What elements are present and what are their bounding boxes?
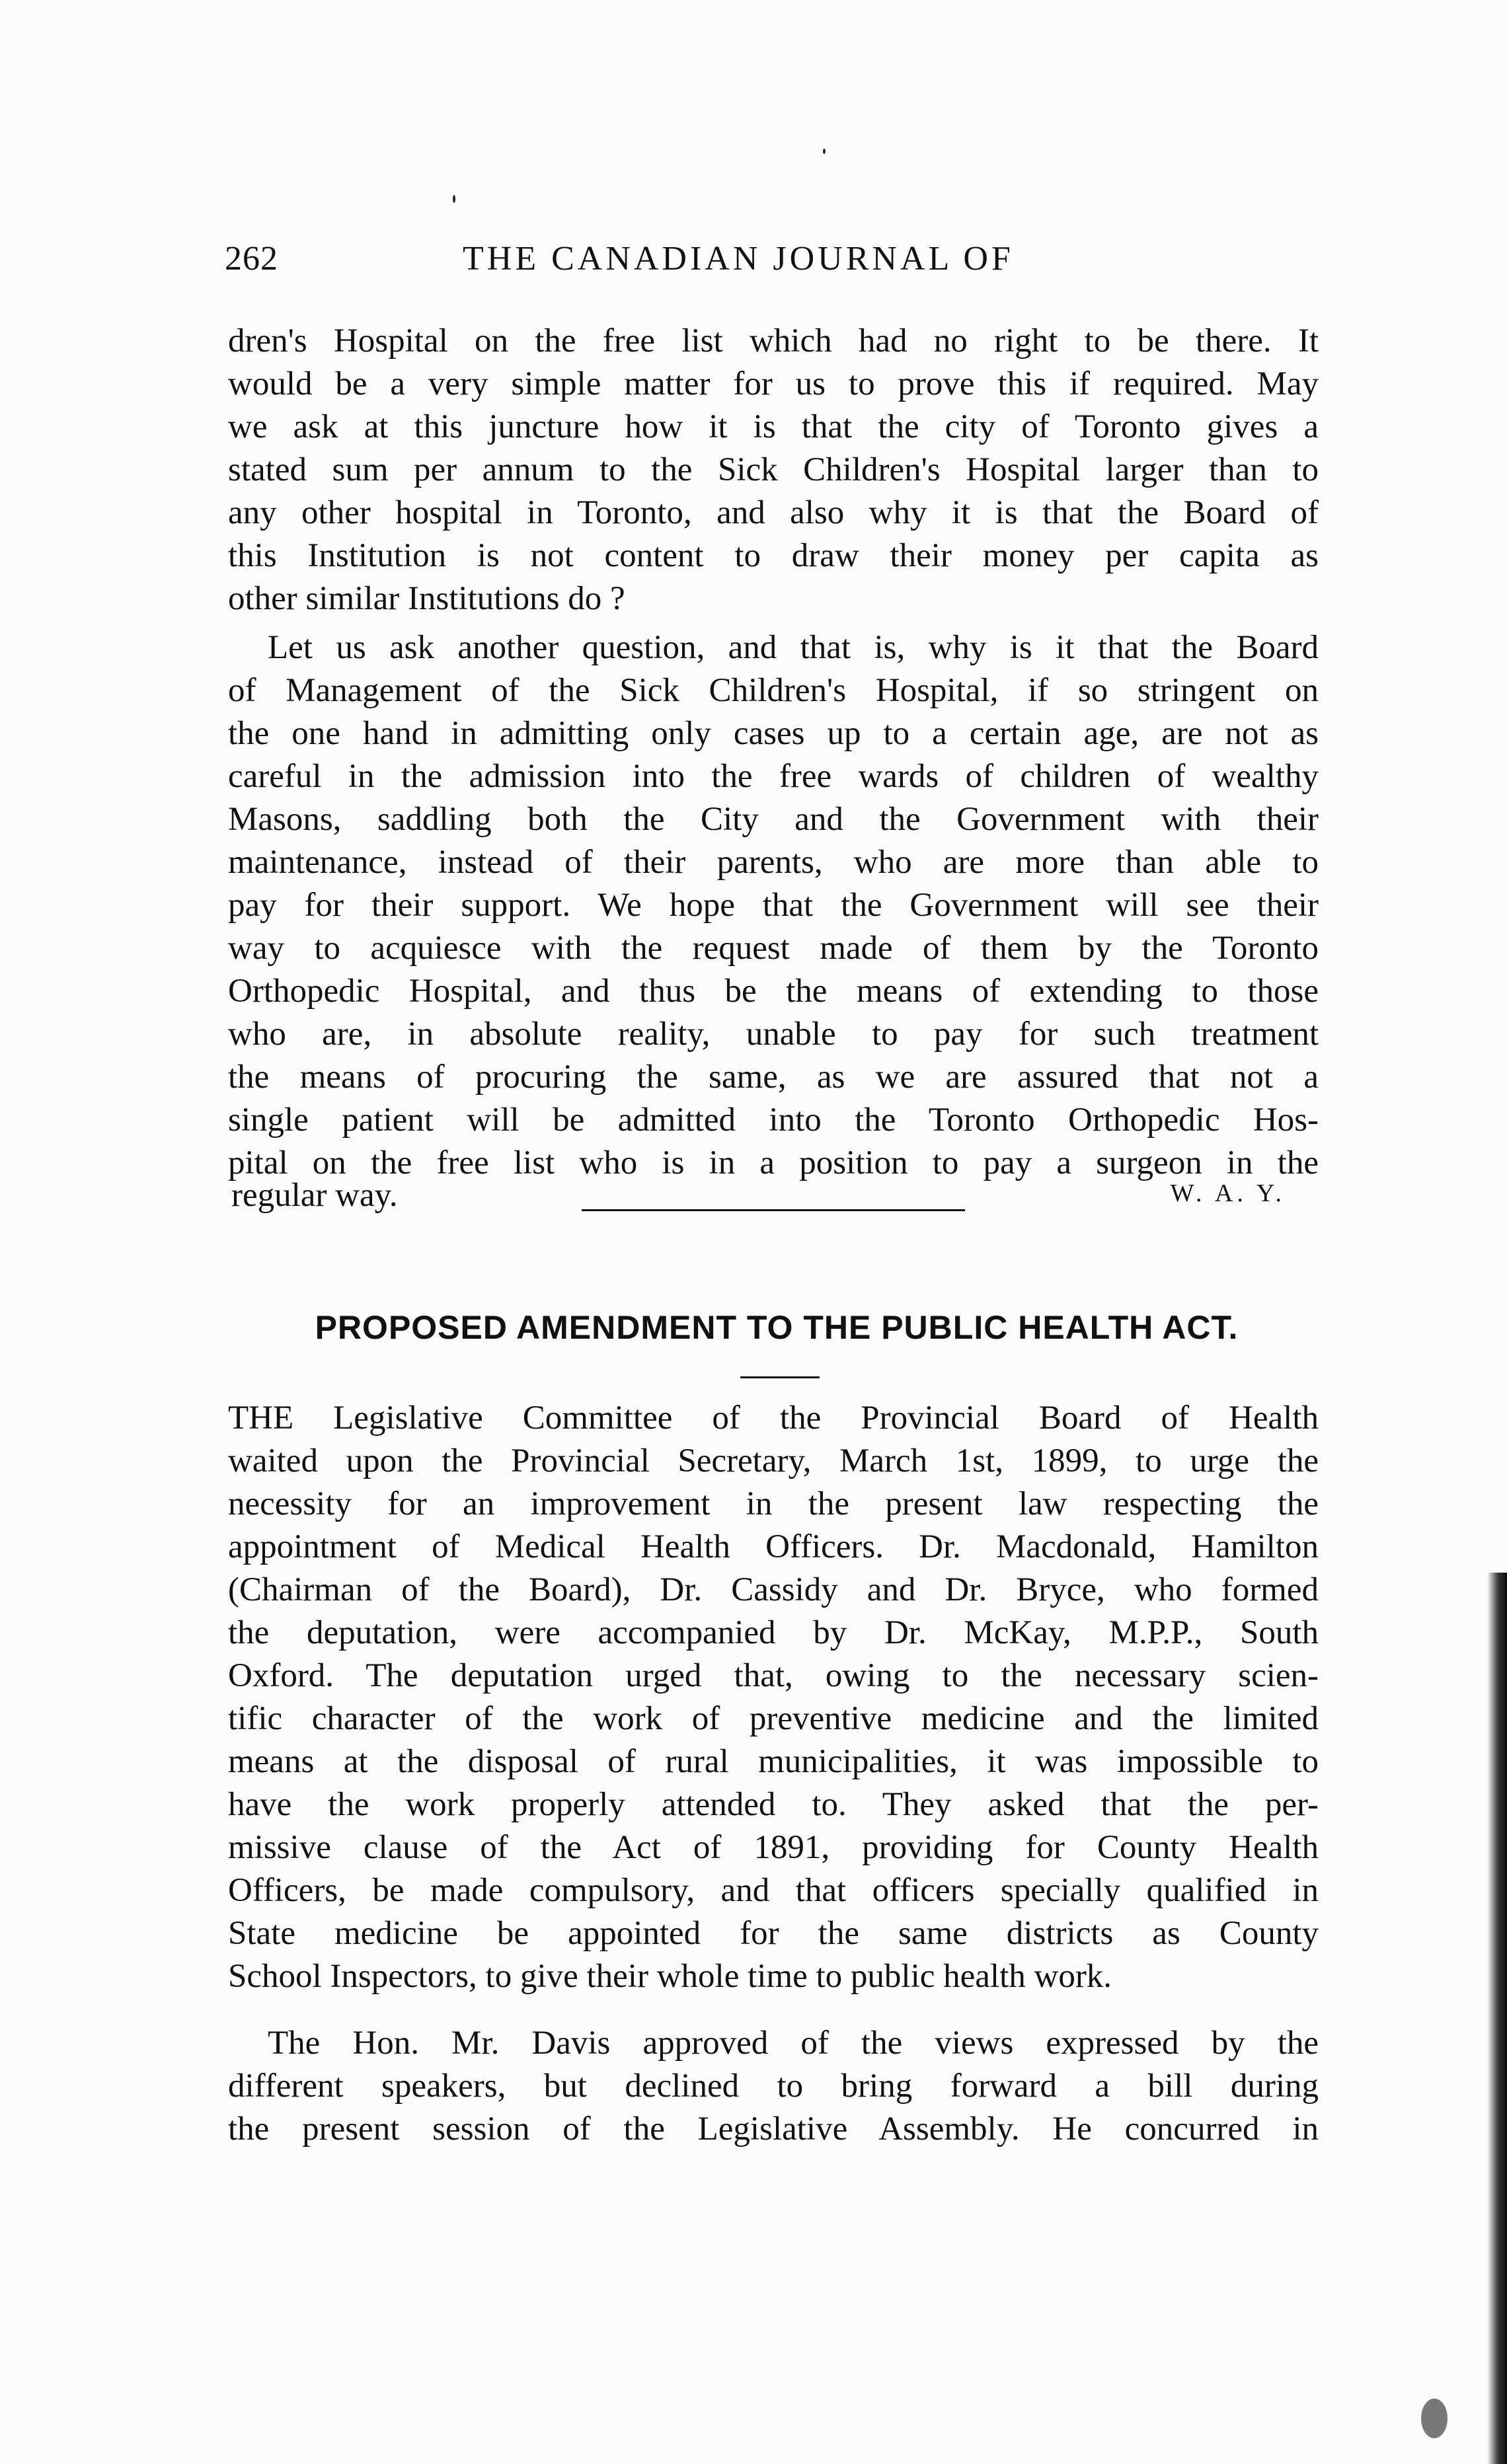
- article1-paragraph-2: [228, 626, 1319, 1185]
- text-line: maintenance, instead of their parents, who are more than able to: [228, 844, 1319, 881]
- text-line: the means of procuring the same, as we are assured that not a: [228, 1059, 1319, 1096]
- text-line: the deputation, were accompanied by Dr. McKay, M.P.P., South: [228, 1614, 1319, 1651]
- text-line: appointment of Medical Health Officers. Dr. Macdonald, Hamilton: [228, 1528, 1319, 1565]
- text-line: have the work properly attended to. They asked that the per-: [228, 1786, 1319, 1823]
- text-line: Officers, be made compulsory, and that officers specially qualified in: [228, 1872, 1319, 1909]
- text-line: pital on the free list who is in a position to pay a surgeon in the: [228, 1144, 1319, 1181]
- scan-speck: [1421, 2399, 1448, 2438]
- article1-closing: [228, 1176, 1319, 1222]
- text-line: any other hospital in Toronto, and also why it is that the Board of: [228, 494, 1319, 531]
- text-line: Oxford. The deputation urged that, owing to the necessary scien-: [228, 1657, 1319, 1694]
- author-signature: W. A. Y.: [1170, 1179, 1286, 1207]
- running-head: THE CANADIAN JOURNAL OF: [463, 240, 1014, 278]
- text-line: THE Legislative Committee of the Provincial Board of Health: [228, 1400, 1319, 1437]
- section-divider: [582, 1209, 965, 1211]
- scan-speck: [823, 149, 826, 154]
- text-line: the present session of the Legislative Assembly. He concurred in: [228, 2110, 1319, 2147]
- closing-words: regular way.: [231, 1177, 398, 1214]
- text-line: waited upon the Provincial Secretary, March 1st, 1899, to urge the: [228, 1442, 1319, 1479]
- page-header: [218, 239, 1342, 292]
- text-line: this Institution is not content to draw their money per capita as: [228, 537, 1319, 574]
- text-line: single patient will be admitted into the Toronto Orthopedic Hos-: [228, 1101, 1319, 1139]
- text-line: the one hand in admitting only cases up to a certain age, are not as: [228, 715, 1319, 752]
- text-line: would be a very simple matter for us to prove this if required. May: [228, 365, 1319, 402]
- title-rule: [740, 1376, 820, 1378]
- text-line: of Management of the Sick Children's Hospital, if so stringent on: [228, 672, 1319, 709]
- text-line: means at the disposal of rural municipalities, it was impossible to: [228, 1743, 1319, 1780]
- text-line: dren's Hospital on the free list which had no right to be there. It: [228, 322, 1319, 359]
- text-line: missive clause of the Act of 1891, providing for County Health: [228, 1829, 1319, 1866]
- text-line: (Chairman of the Board), Dr. Cassidy and Dr. Bryce, who formed: [228, 1571, 1319, 1608]
- text-line: necessity for an improvement in the present law respecting the: [228, 1485, 1319, 1522]
- article2-paragraph-2: [228, 2022, 1319, 2151]
- page-number: 262: [225, 240, 278, 278]
- text-line: stated sum per annum to the Sick Children's Hospital larger than to: [228, 451, 1319, 488]
- text-line: careful in the admission into the free wards of children of wealthy: [228, 758, 1319, 795]
- text-line: other similar Institutions do ?: [228, 580, 625, 617]
- text-line: tific character of the work of preventive medicine and the limited: [228, 1700, 1319, 1737]
- text-line: Masons, saddling both the City and the Government with their: [228, 801, 1319, 838]
- text-line: Orthopedic Hospital, and thus be the means of extending to those: [228, 973, 1319, 1010]
- text-line: way to acquiesce with the request made of them by the Toronto: [228, 930, 1319, 967]
- scan-speck: [453, 195, 455, 203]
- text-line: State medicine be appointed for the same districts as County: [228, 1915, 1319, 1952]
- text-line: Let us ask another question, and that is, why is it that the Board: [268, 629, 1319, 666]
- scan-shadow-edge: [1487, 1573, 1507, 2464]
- text-line: The Hon. Mr. Davis approved of the views expressed by the: [268, 2025, 1319, 2062]
- article1-paragraph-1: [228, 320, 1319, 620]
- text-line: different speakers, but declined to bring forward a bill during: [228, 2068, 1319, 2105]
- text-line: School Inspectors, to give their whole time to public health work.: [228, 1958, 1112, 1995]
- text-line: who are, in absolute reality, unable to pay for such treatment: [228, 1016, 1319, 1053]
- text-line: pay for their support. We hope that the Government will see their: [228, 887, 1319, 924]
- article-title: PROPOSED AMENDMENT TO THE PUBLIC HEALTH ACT.: [315, 1309, 1239, 1346]
- text-line: we ask at this juncture how it is that the city of Toronto gives a: [228, 408, 1319, 445]
- article2-paragraph-1: [228, 1397, 1319, 1998]
